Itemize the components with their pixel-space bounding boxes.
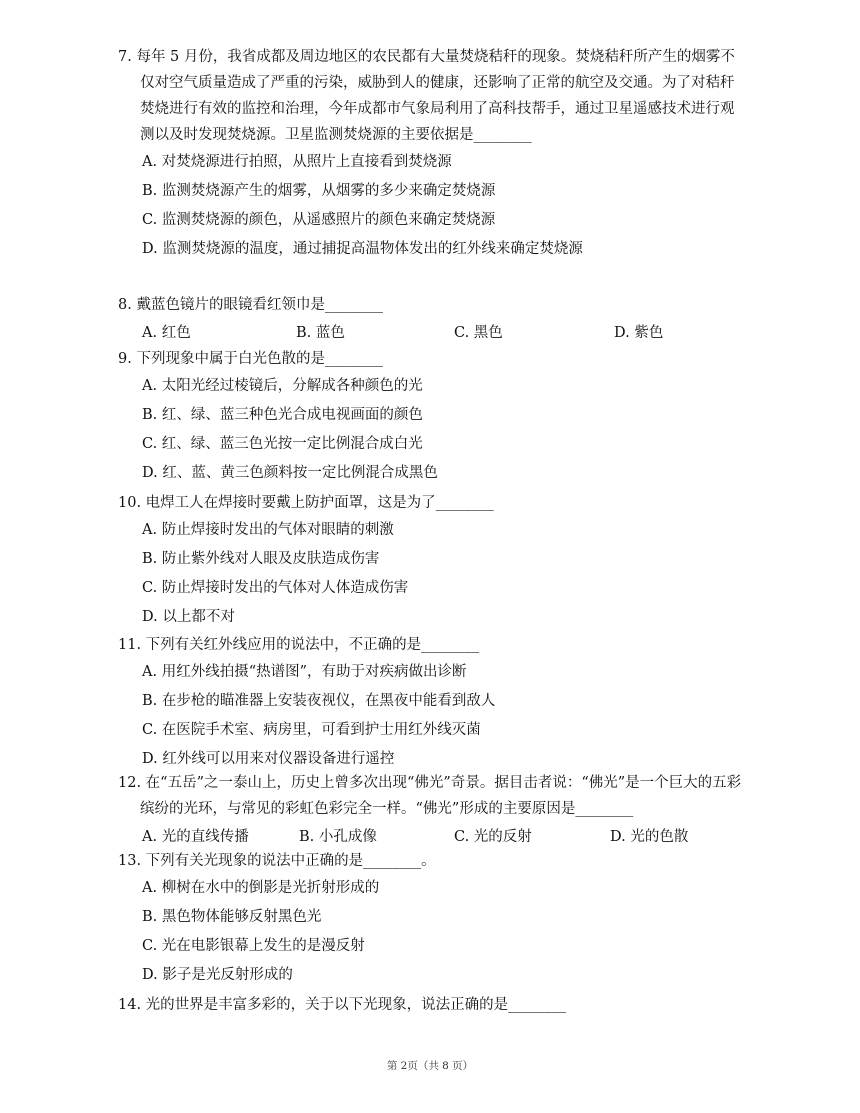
question-7-option-a: A. 对焚烧源进行拍照，从照片上直接看到焚烧源 xyxy=(142,154,452,170)
question-10-option-a: A. 防止焊接时发出的气体对眼睛的刺激 xyxy=(142,522,394,538)
question-11-option-a: A. 用红外线拍摄“热谱图”，有助于对疾病做出诊断 xyxy=(142,664,467,680)
question-9-option-d: D. 红、蓝、黄三色颜料按一定比例混合成黑色 xyxy=(142,465,438,481)
question-10-option-d: D. 以上都不对 xyxy=(142,609,235,625)
question-7-option-d: D. 监测焚烧源的温度，通过捕捉高温物体发出的红外线来确定焚烧源 xyxy=(142,241,583,257)
question-11 xyxy=(118,632,748,774)
question-8-options xyxy=(118,318,748,348)
question-9-option-b: B. 红、绿、蓝三种色光合成电视画面的颜色 xyxy=(142,407,423,423)
question-8 xyxy=(118,292,748,348)
question-14-stem: 14. 光的世界是丰富多彩的，关于以下光现象，说法正确的是________ xyxy=(118,997,567,1013)
question-9-stem: 9. 下列现象中属于白光色散的是________ xyxy=(118,351,383,367)
question-10-stem: 10. 电焊工人在焊接时要戴上防护面罩，这是为了________ xyxy=(118,495,494,511)
question-12 xyxy=(118,770,748,852)
question-7-option-b: B. 监测焚烧源产生的烟雾，从烟雾的多少来确定焚烧源 xyxy=(142,183,496,199)
question-11-option-d: D. 红外线可以用来对仪器设备进行遥控 xyxy=(142,751,395,767)
question-11-option-c: C. 在医院手术室、病房里，可看到护士用红外线灭菌 xyxy=(142,722,481,738)
question-8-option-d: D. 紫色 xyxy=(614,325,664,341)
question-9 xyxy=(118,346,748,488)
question-13-option-b: B. 黑色物体能够反射黑色光 xyxy=(142,909,322,925)
question-9-option-c: C. 红、绿、蓝三色光按一定比例混合成白光 xyxy=(142,436,423,452)
question-11-option-b: B. 在步枪的瞄准器上安装夜视仪，在黑夜中能看到敌人 xyxy=(142,693,496,709)
question-11-stem: 11. 下列有关红外线应用的说法中，不正确的是________ xyxy=(118,637,480,653)
question-12-option-a: A. 光的直线传播 xyxy=(142,829,249,845)
page-footer: 第 2页（共 8 页） xyxy=(386,1060,474,1072)
question-8-option-c: C. 黑色 xyxy=(454,325,503,341)
question-12-stem: 12. 在“五岳”之一泰山上，历史上曾多次出现“佛光”奇景。据目击者说：“佛光”是一个巨大的五彩缤纷的光环，与常见的彩虹色彩完全一样。“佛光”形成的主要原因是________ xyxy=(118,775,742,817)
question-12-option-c: C. 光的反射 xyxy=(454,829,532,845)
question-13-stem: 13. 下列有关光现象的说法中正确的是________。 xyxy=(118,853,436,869)
question-12-option-b: B. 小孔成像 xyxy=(299,829,377,845)
question-14 xyxy=(118,992,748,1018)
question-10-option-c: C. 防止焊接时发出的气体对人体造成伤害 xyxy=(142,580,409,596)
question-10 xyxy=(118,490,748,632)
question-7 xyxy=(118,44,748,264)
question-8-option-b: B. 蓝色 xyxy=(296,325,345,341)
question-7-option-c: C. 监测焚烧源的颜色，从遥感照片的颜色来确定焚烧源 xyxy=(142,212,496,228)
question-13 xyxy=(118,848,748,990)
question-8-stem: 8. 戴蓝色镜片的眼镜看红领巾是________ xyxy=(118,297,383,313)
question-12-option-d: D. 光的色散 xyxy=(610,829,689,845)
question-13-option-d: D. 影子是光反射形成的 xyxy=(142,967,293,983)
question-13-option-a: A. 柳树在水中的倒影是光折射形成的 xyxy=(142,880,380,896)
question-13-option-c: C. 光在电影银幕上发生的是漫反射 xyxy=(142,938,365,954)
question-8-option-a: A. 红色 xyxy=(142,325,191,341)
question-7-stem: 7. 每年 5 月份，我省成都及周边地区的农民都有大量焚烧秸秆的现象。焚烧秸秆所产生的烟雾不仅对空气质量造成了严重的污染，威胁到人的健康，还影响了正常的航空及交通。为了对秸秆焚烧进行有效的监控和治理，今年成都市气象局利用了高科技帮手，通过卫星遥感技术进行观测以及时发现焚烧源。卫星监测焚烧源的主要依据是________ xyxy=(118,49,735,143)
question-10-option-b: B. 防止紫外线对人眼及皮肤造成伤害 xyxy=(142,551,380,567)
question-9-option-a: A. 太阳光经过棱镜后，分解成各种颜色的光 xyxy=(142,378,423,394)
